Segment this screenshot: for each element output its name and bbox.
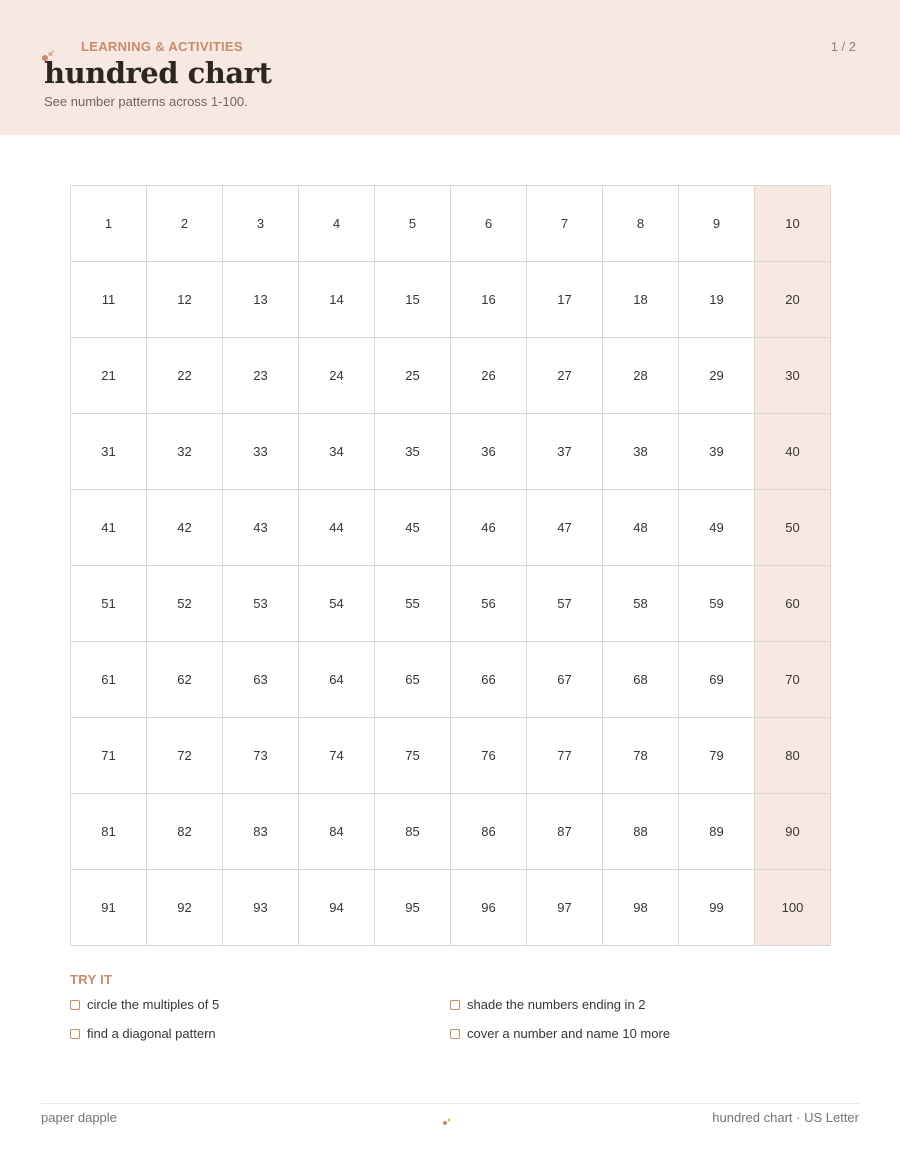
number-cell[interactable]: 79 — [679, 718, 755, 794]
number-cell[interactable]: 60 — [755, 566, 831, 642]
number-cell[interactable]: 18 — [603, 262, 679, 338]
number-cell[interactable]: 62 — [147, 642, 223, 718]
task-item[interactable] — [70, 1026, 216, 1041]
number-cell[interactable]: 71 — [71, 718, 147, 794]
number-cell[interactable]: 93 — [223, 870, 299, 946]
number-cell[interactable]: 100 — [755, 870, 831, 946]
number-cell[interactable]: 74 — [299, 718, 375, 794]
number-cell[interactable]: 23 — [223, 338, 299, 414]
number-cell[interactable]: 67 — [527, 642, 603, 718]
number-cell[interactable]: 20 — [755, 262, 831, 338]
number-cell[interactable]: 39 — [679, 414, 755, 490]
number-cell[interactable]: 57 — [527, 566, 603, 642]
number-cell[interactable]: 37 — [527, 414, 603, 490]
number-cell[interactable]: 38 — [603, 414, 679, 490]
number-cell[interactable]: 24 — [299, 338, 375, 414]
number-cell[interactable]: 27 — [527, 338, 603, 414]
number-cell[interactable]: 81 — [71, 794, 147, 870]
number-cell[interactable]: 5 — [375, 186, 451, 262]
footer-document-info: hundred chart · US Letter — [712, 1110, 859, 1125]
number-cell[interactable]: 43 — [223, 490, 299, 566]
try-it-heading: TRY IT — [70, 972, 113, 987]
number-cell[interactable]: 91 — [71, 870, 147, 946]
task-item[interactable] — [450, 1026, 670, 1041]
task-label: find a diagonal pattern — [87, 1026, 216, 1041]
number-cell[interactable]: 61 — [71, 642, 147, 718]
number-cell[interactable]: 54 — [299, 566, 375, 642]
number-cell[interactable]: 26 — [451, 338, 527, 414]
task-item[interactable] — [70, 997, 219, 1012]
number-cell[interactable]: 10 — [755, 186, 831, 262]
task-label: circle the multiples of 5 — [87, 997, 220, 1012]
number-cell[interactable]: 21 — [71, 338, 147, 414]
number-cell[interactable]: 51 — [71, 566, 147, 642]
number-cell[interactable]: 46 — [451, 490, 527, 566]
number-cell[interactable]: 9 — [679, 186, 755, 262]
checkbox-icon[interactable] — [450, 1000, 460, 1010]
number-cell[interactable]: 6 — [451, 186, 527, 262]
number-cell[interactable]: 45 — [375, 490, 451, 566]
number-cell[interactable]: 56 — [451, 566, 527, 642]
number-cell[interactable]: 47 — [527, 490, 603, 566]
number-cell[interactable]: 80 — [755, 718, 831, 794]
number-cell[interactable]: 58 — [603, 566, 679, 642]
number-cell[interactable]: 82 — [147, 794, 223, 870]
number-cell[interactable]: 59 — [679, 566, 755, 642]
page-title: hundred chart — [44, 56, 272, 90]
number-cell[interactable]: 53 — [223, 566, 299, 642]
number-cell[interactable]: 40 — [755, 414, 831, 490]
number-cell[interactable]: 34 — [299, 414, 375, 490]
number-cell[interactable]: 89 — [679, 794, 755, 870]
number-cell[interactable]: 3 — [223, 186, 299, 262]
number-cell[interactable]: 69 — [679, 642, 755, 718]
dots-footer-icon — [442, 1117, 452, 1127]
task-label: shade the numbers ending in 2 — [467, 997, 646, 1012]
number-cell[interactable]: 13 — [223, 262, 299, 338]
number-cell[interactable]: 44 — [299, 490, 375, 566]
number-cell[interactable]: 96 — [451, 870, 527, 946]
footer-divider — [41, 1103, 859, 1104]
number-cell[interactable]: 88 — [603, 794, 679, 870]
number-cell[interactable]: 7 — [527, 186, 603, 262]
number-cell[interactable]: 48 — [603, 490, 679, 566]
number-cell[interactable]: 42 — [147, 490, 223, 566]
number-cell[interactable]: 94 — [299, 870, 375, 946]
number-cell[interactable]: 92 — [147, 870, 223, 946]
number-cell[interactable]: 68 — [603, 642, 679, 718]
number-cell[interactable]: 52 — [147, 566, 223, 642]
number-cell[interactable]: 22 — [147, 338, 223, 414]
number-cell[interactable]: 16 — [451, 262, 527, 338]
number-cell[interactable]: 19 — [679, 262, 755, 338]
number-cell[interactable]: 86 — [451, 794, 527, 870]
number-cell[interactable]: 49 — [679, 490, 755, 566]
checkbox-icon[interactable] — [70, 1029, 80, 1039]
task-item[interactable] — [450, 997, 646, 1012]
number-cell[interactable]: 29 — [679, 338, 755, 414]
number-cell[interactable]: 72 — [147, 718, 223, 794]
task-label: cover a number and name 10 more — [467, 1026, 671, 1041]
number-cell[interactable]: 99 — [679, 870, 755, 946]
number-cell[interactable]: 36 — [451, 414, 527, 490]
number-cell[interactable]: 66 — [451, 642, 527, 718]
number-cell[interactable]: 14 — [299, 262, 375, 338]
number-cell[interactable]: 73 — [223, 718, 299, 794]
number-cell[interactable]: 76 — [451, 718, 527, 794]
footer-brand: paper dapple — [41, 1110, 117, 1125]
number-cell[interactable]: 1 — [71, 186, 147, 262]
number-cell[interactable]: 35 — [375, 414, 451, 490]
number-cell[interactable]: 25 — [375, 338, 451, 414]
number-cell[interactable]: 55 — [375, 566, 451, 642]
number-cell[interactable]: 15 — [375, 262, 451, 338]
page-header — [0, 0, 900, 135]
number-cell[interactable]: 33 — [223, 414, 299, 490]
number-cell[interactable]: 87 — [527, 794, 603, 870]
number-cell[interactable]: 12 — [147, 262, 223, 338]
number-cell[interactable]: 75 — [375, 718, 451, 794]
page-subtitle: See number patterns across 1-100. — [44, 94, 248, 109]
number-cell[interactable]: 70 — [755, 642, 831, 718]
number-cell[interactable]: 41 — [71, 490, 147, 566]
number-cell[interactable]: 78 — [603, 718, 679, 794]
number-cell[interactable]: 2 — [147, 186, 223, 262]
section-eyebrow: LEARNING & ACTIVITIES — [81, 39, 243, 54]
number-cell[interactable]: 28 — [603, 338, 679, 414]
hundred-chart-grid — [70, 185, 830, 945]
number-cell[interactable]: 83 — [223, 794, 299, 870]
number-cell[interactable]: 17 — [527, 262, 603, 338]
checkbox-icon[interactable] — [70, 1000, 80, 1010]
number-cell[interactable]: 32 — [147, 414, 223, 490]
number-cell[interactable]: 50 — [755, 490, 831, 566]
number-cell[interactable]: 98 — [603, 870, 679, 946]
number-cell[interactable]: 8 — [603, 186, 679, 262]
number-cell[interactable]: 95 — [375, 870, 451, 946]
number-cell[interactable]: 64 — [299, 642, 375, 718]
checkbox-icon[interactable] — [450, 1029, 460, 1039]
number-cell[interactable]: 90 — [755, 794, 831, 870]
number-cell[interactable]: 84 — [299, 794, 375, 870]
page-indicator: 1 / 2 — [830, 39, 856, 54]
number-cell[interactable]: 65 — [375, 642, 451, 718]
number-cell[interactable]: 30 — [755, 338, 831, 414]
number-cell[interactable]: 63 — [223, 642, 299, 718]
number-cell[interactable]: 11 — [71, 262, 147, 338]
number-cell[interactable]: 85 — [375, 794, 451, 870]
number-cell[interactable]: 77 — [527, 718, 603, 794]
number-cell[interactable]: 4 — [299, 186, 375, 262]
number-cell[interactable]: 31 — [71, 414, 147, 490]
number-cell[interactable]: 97 — [527, 870, 603, 946]
